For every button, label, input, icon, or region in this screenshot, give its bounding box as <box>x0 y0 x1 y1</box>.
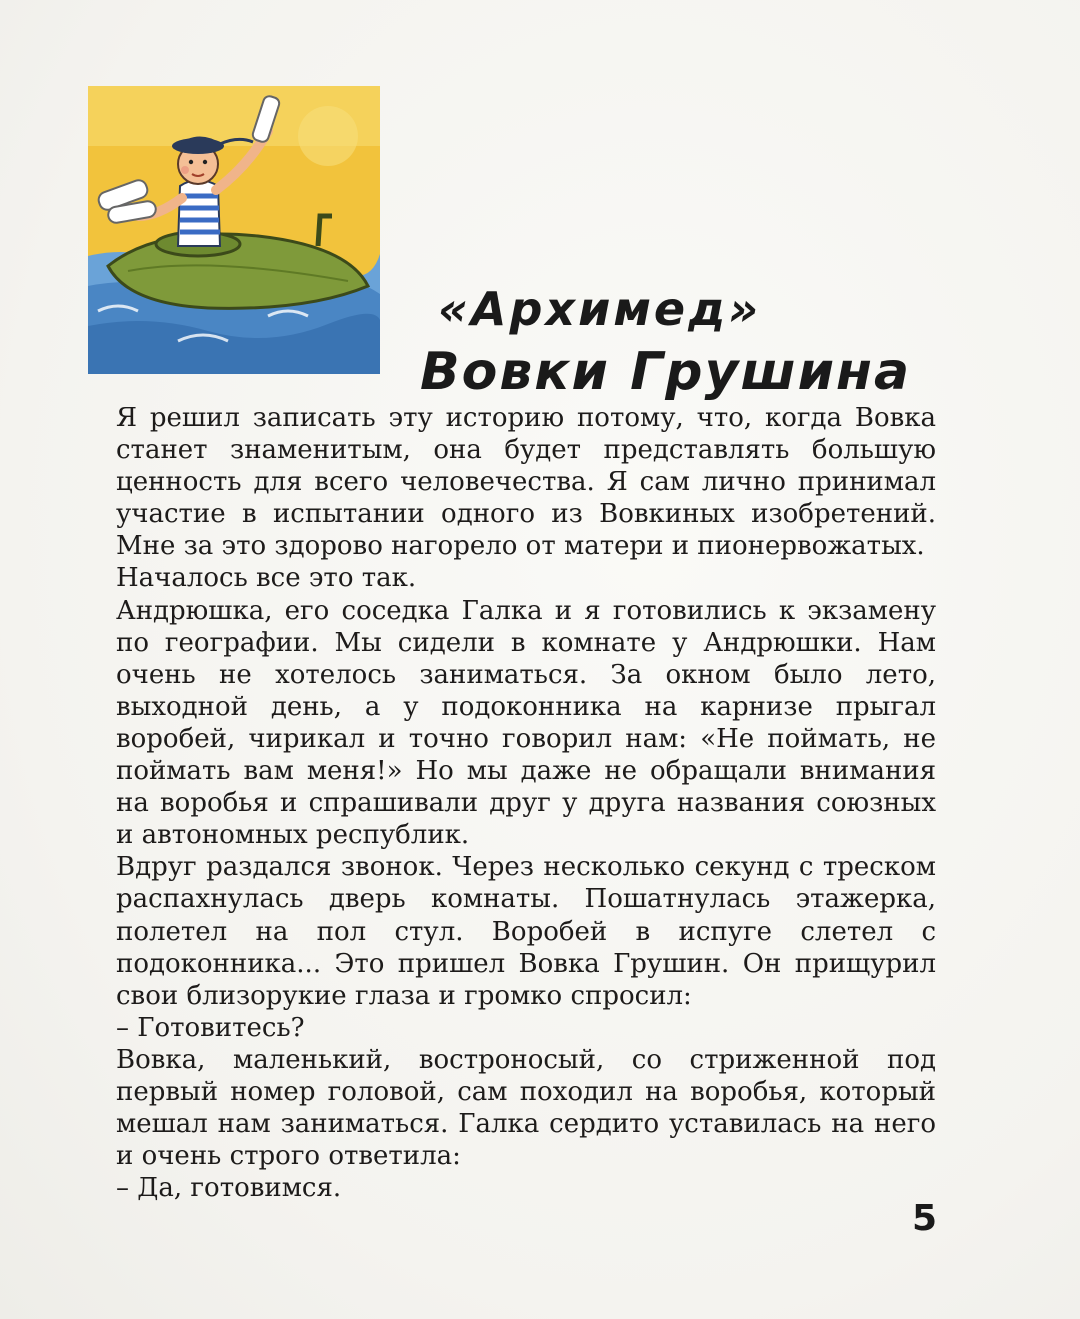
boy-in-submarine-illustration <box>88 86 380 374</box>
paragraph: Андрюшка, его соседка Галка и я готовились к экзамену по географии. Мы сидели в комнате у Андрюшки. Нам очень не хотелось заниматься. За окном было лето, выходной день, а у подоконника на карнизе прыгал воробей, чирикал и точно говорил нам: «Не поймать, не поймать вам меня!» Но мы даже не обращали внимания на воробья и спрашивали друг у друга названия союзных и автономных республик. <box>116 595 936 851</box>
paragraph: Я решил записать эту историю потому, что, когда Вовка станет знаменитым, она будет представлять большую ценность для всего человечества. Я сам лично принимал участие в испытании одного из Вовкиных изобретений. Мне за это здорово нагорело от матери и пионервожатых. <box>116 403 936 562</box>
paragraph: Вовка, маленький, востроносый, со стриженной под первый номер головой, сам походил на воробья, который мешал нам заниматься. Галка сердито уставилась на него и очень строго ответила: <box>116 1044 936 1172</box>
paragraph: – Готовитесь? <box>116 1012 305 1043</box>
chapter-title <box>400 279 960 405</box>
chapter-title-line1: «Архимед» <box>438 282 762 337</box>
page-number: 5 <box>912 1198 938 1239</box>
chapter-title-line2: Вовки Грушина <box>420 342 912 403</box>
paragraph: – Да, готовимся. <box>116 1173 342 1204</box>
paragraph: Началось все это так. <box>116 563 417 594</box>
paragraph: Вдруг раздался звонок. Через несколько секунд с треском распахнулась дверь комнаты. Пошатнулась этажерка, полетел на пол стул. Воробей в испуге слетел с подоконника... Это пришел Вовка Грушин. Он прищурил свои близорукие глаза и громко спросил: <box>116 852 936 1011</box>
chapter-body-text <box>116 402 936 1204</box>
